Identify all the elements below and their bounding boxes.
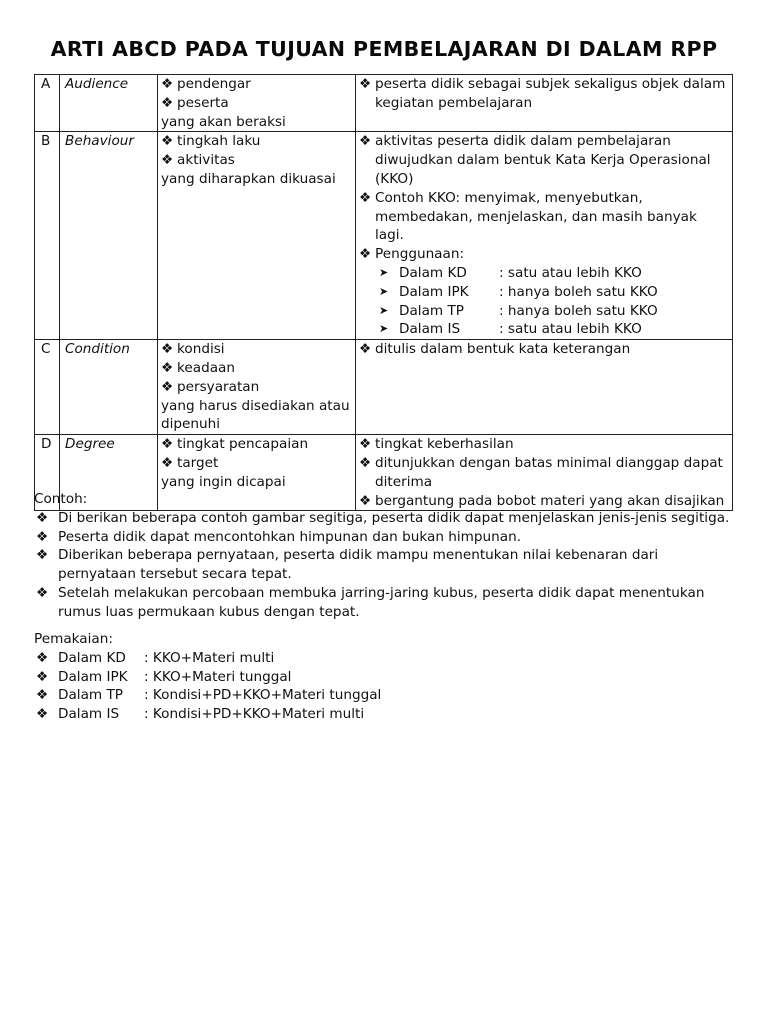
diamond-bullet-icon: ❖ [161,94,174,111]
list-item: ❖ tingkat keberhasilan [359,436,514,453]
examples-heading: Contoh: [34,491,88,507]
diamond-bullet-icon: ❖ [161,152,174,169]
usage-item: ➤ Dalam IS : satu atau lebih KKO [379,321,642,338]
document-title: ARTI ABCD PADA TUJUAN PEMBELAJARAN DI DALAM RPP [50,37,718,61]
diamond-bullet-icon: ❖ [359,189,372,206]
diamond-bullet-icon: ❖ [161,378,174,395]
list-item: ❖ keadaan [161,359,235,376]
list-item: ❖ Di berikan beberapa contoh gambar segitiga, peserta didik dapat menjelaskan jenis-jenis segitiga. [36,509,730,526]
diamond-bullet-icon: ❖ [161,454,174,471]
list-item: ❖ Dalam IS : Kondisi+PD+KKO+Materi multi [36,706,365,723]
row-term: Audience [60,75,158,132]
diamond-bullet-icon: ❖ [36,509,49,526]
arrow-bullet-icon: ➤ [379,284,389,298]
meaning-note: yang ingin dicapai [161,473,286,490]
row-letter: D [35,435,60,511]
list-item: ❖ Penggunaan: [359,246,465,263]
row-description [356,340,733,435]
list-item: ❖ Setelah melakukan percobaan membuka jarring-jaring kubus, peserta didik dapat menentukan rumus luas permukaan kubus dengan tepat. [36,584,705,620]
list-item: ❖ peserta didik sebagai subjek sekaligus objek dalam kegiatan pembelajaran [359,76,726,111]
table-row [35,132,733,340]
abcd-table [34,74,733,511]
list-item: ❖ Peserta didik dapat mencontohkan himpunan dan bukan himpunan. [36,528,522,545]
row-term: Behaviour [60,132,158,340]
usage-summary-section [34,630,734,724]
usage-summary-heading: Pemakaian: [34,631,113,647]
row-term: Condition [60,340,158,435]
arrow-bullet-icon: ➤ [379,265,389,279]
table-row [35,75,733,132]
list-item: ❖ Dalam IPK : KKO+Materi tunggal [36,668,292,685]
diamond-bullet-icon: ❖ [161,436,174,453]
meaning-note: yang harus disediakan atau [161,397,350,414]
row-description [356,75,733,132]
list-item: ❖ persyaratan [161,378,260,395]
list-item: ❖ Dalam TP : Kondisi+PD+KKO+Materi tunggal [36,687,382,704]
list-item: ❖ peserta [161,94,229,111]
diamond-bullet-icon: ❖ [359,454,372,471]
diamond-bullet-icon: ❖ [359,76,372,92]
list-item: ❖ kondisi [161,341,225,358]
row-letter: C [35,340,60,435]
list-item: ❖ ditunjukkan dengan batas minimal dianggap dapat diterima [359,454,723,490]
usage-item: ➤ Dalam IPK : hanya boleh satu KKO [379,283,658,300]
diamond-bullet-icon: ❖ [36,547,49,564]
diamond-bullet-icon: ❖ [359,492,372,509]
list-item: ❖ aktivitas [161,152,235,169]
list-item: ❖ ditulis dalam bentuk kata keterangan [359,341,631,358]
list-item: ❖ tingkah laku [161,133,261,150]
list-item: ❖ bergantung pada bobot materi yang akan disajikan [359,492,725,509]
row-letter: B [35,132,60,340]
row-description [356,132,733,340]
row-meaning [158,340,356,435]
diamond-bullet-icon: ❖ [161,76,174,92]
diamond-bullet-icon: ❖ [161,133,174,150]
usage-item: ➤ Dalam TP : hanya boleh satu KKO [379,302,658,319]
diamond-bullet-icon: ❖ [36,649,49,666]
meaning-note: yang diharapkan dikuasai [161,170,336,187]
diamond-bullet-icon: ❖ [161,359,174,376]
examples-section [34,490,734,622]
meaning-note: dipenuhi [161,416,221,433]
diamond-bullet-icon: ❖ [36,528,49,545]
arrow-bullet-icon: ➤ [379,322,389,336]
list-item: ❖ Diberikan beberapa pernyataan, peserta didik mampu menentukan nilai kebenaran dari pernyataan tersebut secara tepat. [36,547,659,583]
arrow-bullet-icon: ➤ [379,303,389,317]
list-item: ❖ pendengar [161,76,251,92]
row-letter: A [35,75,60,132]
diamond-bullet-icon: ❖ [359,341,372,358]
list-item: ❖ Contoh KKO: menyimak, menyebutkan, membedakan, menjelaskan, dan masih banyak lagi. [359,189,697,244]
row-meaning [158,75,356,132]
diamond-bullet-icon: ❖ [36,706,49,723]
diamond-bullet-icon: ❖ [36,668,49,685]
diamond-bullet-icon: ❖ [359,436,372,453]
row-meaning [158,132,356,340]
diamond-bullet-icon: ❖ [359,246,372,263]
table-row [35,340,733,435]
meaning-note: yang akan beraksi [161,113,286,130]
diamond-bullet-icon: ❖ [36,584,49,601]
list-item: ❖ target [161,454,219,471]
diamond-bullet-icon: ❖ [359,133,372,150]
list-item: ❖ Dalam KD : KKO+Materi multi [36,649,275,666]
row-term: Degree [60,435,158,511]
list-item: ❖ aktivitas peserta didik dalam pembelajaran diwujudkan dalam bentuk Kata Kerja Operasional (KKO) [359,133,711,187]
list-item: ❖ tingkat pencapaian [161,436,309,453]
diamond-bullet-icon: ❖ [161,341,174,358]
diamond-bullet-icon: ❖ [36,687,49,704]
usage-item: ➤ Dalam KD : satu atau lebih KKO [379,264,642,281]
